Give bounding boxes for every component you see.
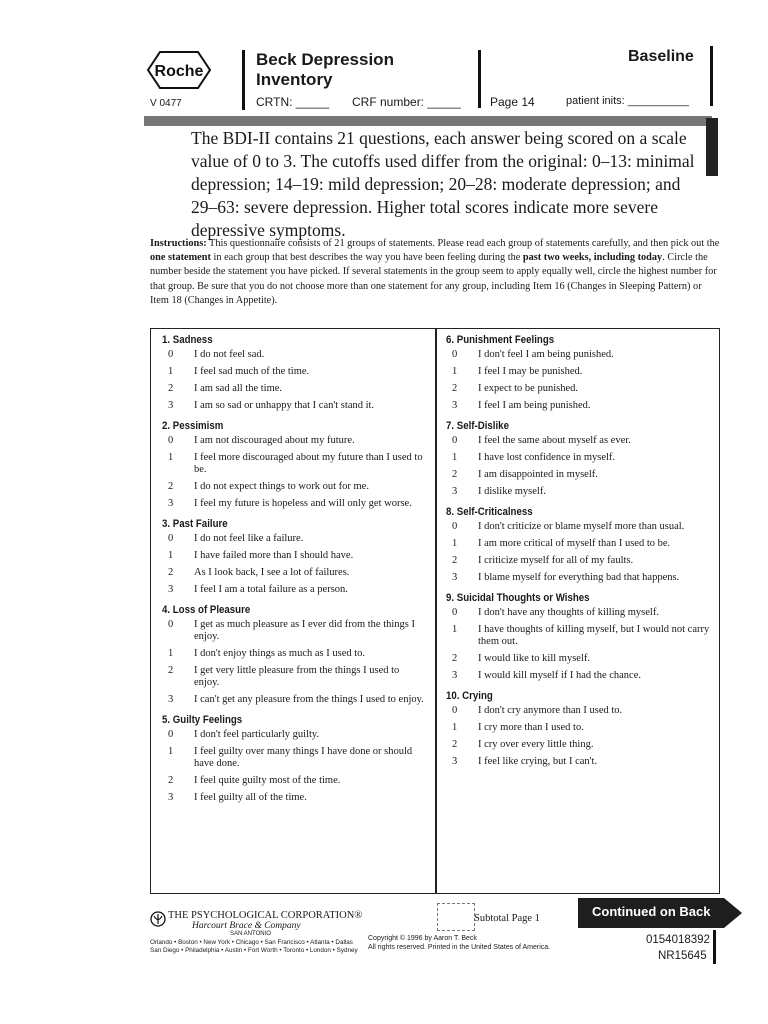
- psych-corp-logo: [150, 911, 166, 927]
- header-band: [144, 116, 712, 126]
- answer-option[interactable]: [162, 349, 424, 361]
- answer-option[interactable]: [162, 452, 424, 476]
- answer-option[interactable]: [162, 567, 424, 579]
- answer-option[interactable]: [162, 665, 424, 689]
- answer-text: I would kill myself if I had the chance.: [478, 670, 641, 681]
- answer-text: I don't criticize or blame myself more than usual.: [478, 521, 685, 532]
- answer-text: I don't have any thoughts of killing myself.: [478, 607, 659, 618]
- answer-score[interactable]: 0: [452, 521, 458, 532]
- instructions-label: Instructions:: [150, 238, 207, 249]
- answer-score[interactable]: 2: [168, 775, 174, 786]
- answer-score[interactable]: 3: [452, 756, 458, 767]
- form-title-line2: Inventory: [256, 70, 333, 89]
- answer-option[interactable]: [446, 705, 718, 717]
- crtn-field[interactable]: CRTN: _____: [256, 95, 330, 109]
- answer-score[interactable]: 1: [452, 452, 458, 463]
- answer-option[interactable]: [162, 694, 424, 706]
- answer-text: I don't enjoy things as much as I used to.: [194, 648, 366, 659]
- answer-text: I feel sad much of the time.: [194, 366, 310, 377]
- answer-score[interactable]: 1: [168, 550, 174, 561]
- answer-text: I am so sad or unhappy that I can't stand it.: [194, 400, 375, 411]
- answer-option[interactable]: [446, 607, 718, 619]
- answer-score[interactable]: 2: [452, 383, 458, 394]
- answer-option[interactable]: [162, 792, 424, 804]
- instructions: [150, 237, 722, 308]
- answer-option[interactable]: [446, 400, 718, 412]
- question-group: [162, 714, 424, 804]
- form-code: NR15645: [658, 950, 707, 962]
- answer-score[interactable]: 2: [452, 653, 458, 664]
- answer-text: I feel I may be punished.: [478, 366, 583, 377]
- answer-option[interactable]: [162, 481, 424, 493]
- form-title: [256, 50, 394, 90]
- answer-score[interactable]: 0: [168, 349, 174, 360]
- column-divider: [435, 328, 437, 894]
- answer-text: I feel like crying, but I can't.: [478, 756, 598, 767]
- answer-text: I do not feel like a failure.: [194, 533, 304, 544]
- answer-option[interactable]: [162, 435, 424, 447]
- answer-text: As I look back, I see a lot of failures.: [194, 567, 350, 578]
- answer-score[interactable]: 3: [168, 498, 174, 509]
- answer-score[interactable]: 3: [168, 584, 174, 595]
- copyright-line: Copyright © 1996 by Aaron T. Beck: [368, 935, 477, 942]
- page-number: Page 14: [490, 95, 535, 109]
- answer-text: I have failed more than I should have.: [194, 550, 354, 561]
- answer-option[interactable]: [162, 648, 424, 660]
- answer-option[interactable]: [162, 746, 424, 770]
- answer-text: I blame myself for everything bad that happens.: [478, 572, 680, 583]
- answer-option[interactable]: [446, 670, 718, 682]
- answer-score[interactable]: 3: [452, 400, 458, 411]
- question-group: [162, 420, 424, 510]
- answer-score[interactable]: 1: [168, 648, 174, 659]
- answer-score[interactable]: 3: [168, 694, 174, 705]
- answer-score[interactable]: 0: [452, 705, 458, 716]
- answer-option[interactable]: [446, 756, 718, 768]
- answer-option[interactable]: [446, 538, 718, 550]
- answer-score[interactable]: 1: [168, 452, 174, 463]
- answer-score[interactable]: 0: [452, 435, 458, 446]
- answer-option[interactable]: [162, 775, 424, 787]
- answer-option[interactable]: [162, 366, 424, 378]
- instructions-text: in each group that best describes the way you have been feeling during the: [210, 252, 523, 264]
- copyright: [368, 934, 550, 952]
- answer-text: I dislike myself.: [478, 486, 546, 497]
- answer-option[interactable]: [446, 521, 718, 533]
- question-group: [446, 592, 718, 682]
- question-group: [446, 420, 718, 498]
- answer-option[interactable]: [446, 469, 718, 481]
- question-title: 10. Crying: [446, 690, 493, 702]
- answer-text: I don't cry anymore than I used to.: [478, 705, 623, 716]
- answer-score[interactable]: 3: [452, 572, 458, 583]
- publisher-city: SAN ANTONIO: [230, 931, 271, 937]
- answer-score[interactable]: 2: [452, 739, 458, 750]
- answer-option[interactable]: [162, 550, 424, 562]
- answer-text: I do not expect things to work out for me.: [194, 481, 369, 492]
- answer-option[interactable]: [162, 400, 424, 412]
- answer-text: I criticize myself for all of my faults.: [478, 555, 634, 566]
- header-divider: [478, 50, 481, 108]
- answer-text: I have thoughts of killing myself, but I would not carry them out.: [478, 624, 710, 647]
- questions-right-column: [446, 334, 718, 776]
- question-title: 1. Sadness: [162, 334, 213, 346]
- answer-text: I have lost confidence in myself.: [478, 452, 616, 463]
- answer-option[interactable]: [446, 555, 718, 567]
- answer-option[interactable]: [446, 486, 718, 498]
- copyright-line: All rights reserved. Printed in the United States of America.: [368, 944, 551, 951]
- publisher-cities: San Diego • Philadelphia • Austin • Fort Worth • Toronto • London • Sydney: [150, 947, 358, 954]
- question-group: [446, 690, 718, 768]
- answer-score[interactable]: 0: [168, 729, 174, 740]
- answer-option[interactable]: [446, 722, 718, 734]
- question-group: [446, 334, 718, 412]
- answer-score[interactable]: 1: [452, 538, 458, 549]
- publisher-parent: Harcourt Brace & Company: [192, 921, 301, 931]
- publisher-cities: Orlando • Boston • New York • Chicago • San Francisco • Atlanta • Dallas: [150, 939, 353, 946]
- answer-text: I feel I am a total failure as a person.: [194, 584, 348, 595]
- answer-score[interactable]: 3: [452, 486, 458, 497]
- answer-text: I am more critical of myself than I used to be.: [478, 538, 671, 549]
- answer-option[interactable]: [162, 729, 424, 741]
- answer-option[interactable]: [446, 383, 718, 395]
- answer-score[interactable]: 1: [168, 746, 174, 757]
- publisher-name: THE PSYCHOLOGICAL CORPORATION®: [168, 910, 363, 921]
- answer-score[interactable]: 0: [168, 533, 174, 544]
- answer-text: I am disappointed in myself.: [478, 469, 598, 480]
- answer-text: I feel my future is hopeless and will only get worse.: [194, 498, 412, 509]
- intro-paragraph: The BDI-II contains 21 questions, each answer being scored on a scale value of 0 to 3. The cutoffs used differ from the original: 0–13: minimal depression; 14–19: mild depression; 20–28: moderate depression; and 29–63: severe depression. Higher total scores indicate more severe depressive symptoms.: [191, 128, 695, 240]
- subtotal-entry-box[interactable]: [437, 903, 475, 931]
- answer-text: I feel I am being punished.: [478, 400, 591, 411]
- answer-score[interactable]: 0: [168, 435, 174, 446]
- answer-text: I am sad all the time.: [194, 383, 283, 394]
- form-code: 0154018392: [646, 934, 710, 946]
- question-group: [162, 518, 424, 596]
- answer-score[interactable]: 2: [168, 665, 174, 676]
- question-title: 2. Pessimism: [162, 420, 224, 432]
- subtotal-label: Subtotal Page 1: [474, 913, 540, 924]
- answer-text: I am not discouraged about my future.: [194, 435, 355, 446]
- answer-text: I get very little pleasure from the things I used to enjoy.: [194, 665, 400, 688]
- answer-text: I do not feel sad.: [194, 349, 265, 360]
- answer-text: I get as much pleasure as I ever did from the things I enjoy.: [194, 619, 416, 642]
- form-title-line1: Beck Depression: [256, 50, 394, 69]
- answer-option[interactable]: [446, 435, 718, 447]
- answer-option[interactable]: [446, 624, 718, 648]
- continued-on-back-label: Continued on Back: [592, 904, 711, 919]
- instructions-text: . Circle the number beside the statement you have picked. If several statements in the group seem to apply equally well, circle the highest number for that group. Be sure that you do not choose more than one statement for any group, including Item 16 (Changes in Sleeping Pattern) or Item 18 (Changes in Appetite).: [150, 252, 717, 306]
- question-group: [446, 506, 718, 584]
- answer-option[interactable]: [446, 653, 718, 665]
- answer-text: I would like to kill myself.: [478, 653, 590, 664]
- answer-text: I expect to be punished.: [478, 383, 579, 394]
- question-group: [162, 604, 424, 706]
- answer-option[interactable]: [162, 584, 424, 596]
- answer-option[interactable]: [162, 533, 424, 545]
- answer-score[interactable]: 2: [168, 383, 174, 394]
- answer-option[interactable]: [446, 739, 718, 751]
- question-title: 3. Past Failure: [162, 518, 228, 530]
- baseline-label: Baseline: [628, 48, 694, 65]
- question-title: 5. Guilty Feelings: [162, 714, 243, 726]
- answer-score[interactable]: 0: [168, 619, 174, 630]
- answer-score[interactable]: 3: [452, 670, 458, 681]
- answer-text: I feel guilty over many things I have done or should have done.: [194, 746, 413, 769]
- answer-score[interactable]: 1: [452, 722, 458, 733]
- answer-option[interactable]: [446, 366, 718, 378]
- answer-text: I feel more discouraged about my future than I used to be.: [194, 452, 423, 475]
- footer-divider: [713, 930, 716, 964]
- header-divider: [242, 50, 245, 110]
- answer-score[interactable]: 1: [452, 624, 458, 635]
- answer-text: I feel guilty all of the time.: [194, 792, 307, 803]
- svg-text:Roche: Roche: [154, 63, 204, 80]
- answer-text: I can't get any pleasure from the things I used to enjoy.: [194, 694, 424, 705]
- answer-score[interactable]: 3: [168, 400, 174, 411]
- header-divider: [710, 46, 713, 106]
- instructions-emphasis: past two weeks, including today: [522, 252, 663, 264]
- answer-option[interactable]: [162, 498, 424, 510]
- answer-score[interactable]: 1: [452, 366, 458, 377]
- question-title: 9. Suicidal Thoughts or Wishes: [446, 592, 590, 604]
- answer-score[interactable]: 2: [168, 567, 174, 578]
- instructions-text: This questionnaire consists of 21 groups of statements. Please read each group of statements carefully, and then pick out the: [206, 238, 720, 249]
- answer-score[interactable]: 0: [452, 349, 458, 360]
- question-group: [162, 334, 424, 412]
- question-title: 6. Punishment Feelings: [446, 334, 555, 346]
- answer-text: I feel quite guilty most of the time.: [194, 775, 341, 786]
- answer-text: I don't feel I am being punished.: [478, 349, 614, 360]
- patient-initials-field[interactable]: patient inits: __________: [566, 95, 689, 107]
- answer-score[interactable]: 0: [452, 607, 458, 618]
- answer-text: I feel the same about myself as ever.: [478, 435, 631, 446]
- answer-option[interactable]: [162, 619, 424, 643]
- questions-left-column: [162, 334, 424, 812]
- instructions-emphasis: one statement: [150, 252, 211, 264]
- answer-option[interactable]: [446, 452, 718, 464]
- version-code: V 0477: [150, 98, 182, 109]
- answer-text: I cry over every little thing.: [478, 739, 594, 750]
- question-title: 4. Loss of Pleasure: [162, 604, 251, 616]
- answer-option[interactable]: [162, 383, 424, 395]
- answer-score[interactable]: 2: [168, 481, 174, 492]
- answer-option[interactable]: [446, 572, 718, 584]
- answer-score[interactable]: 2: [452, 469, 458, 480]
- roche-logo: [146, 50, 212, 90]
- answer-text: I cry more than I used to.: [478, 722, 584, 733]
- answer-text: I don't feel particularly guilty.: [194, 729, 320, 740]
- question-title: 7. Self-Dislike: [446, 420, 509, 432]
- answer-score[interactable]: 2: [452, 555, 458, 566]
- answer-score[interactable]: 1: [168, 366, 174, 377]
- answer-option[interactable]: [446, 349, 718, 361]
- answer-score[interactable]: 3: [168, 792, 174, 803]
- question-title: 8. Self-Criticalness: [446, 506, 533, 518]
- crf-number-field[interactable]: CRF number: _____: [352, 95, 461, 109]
